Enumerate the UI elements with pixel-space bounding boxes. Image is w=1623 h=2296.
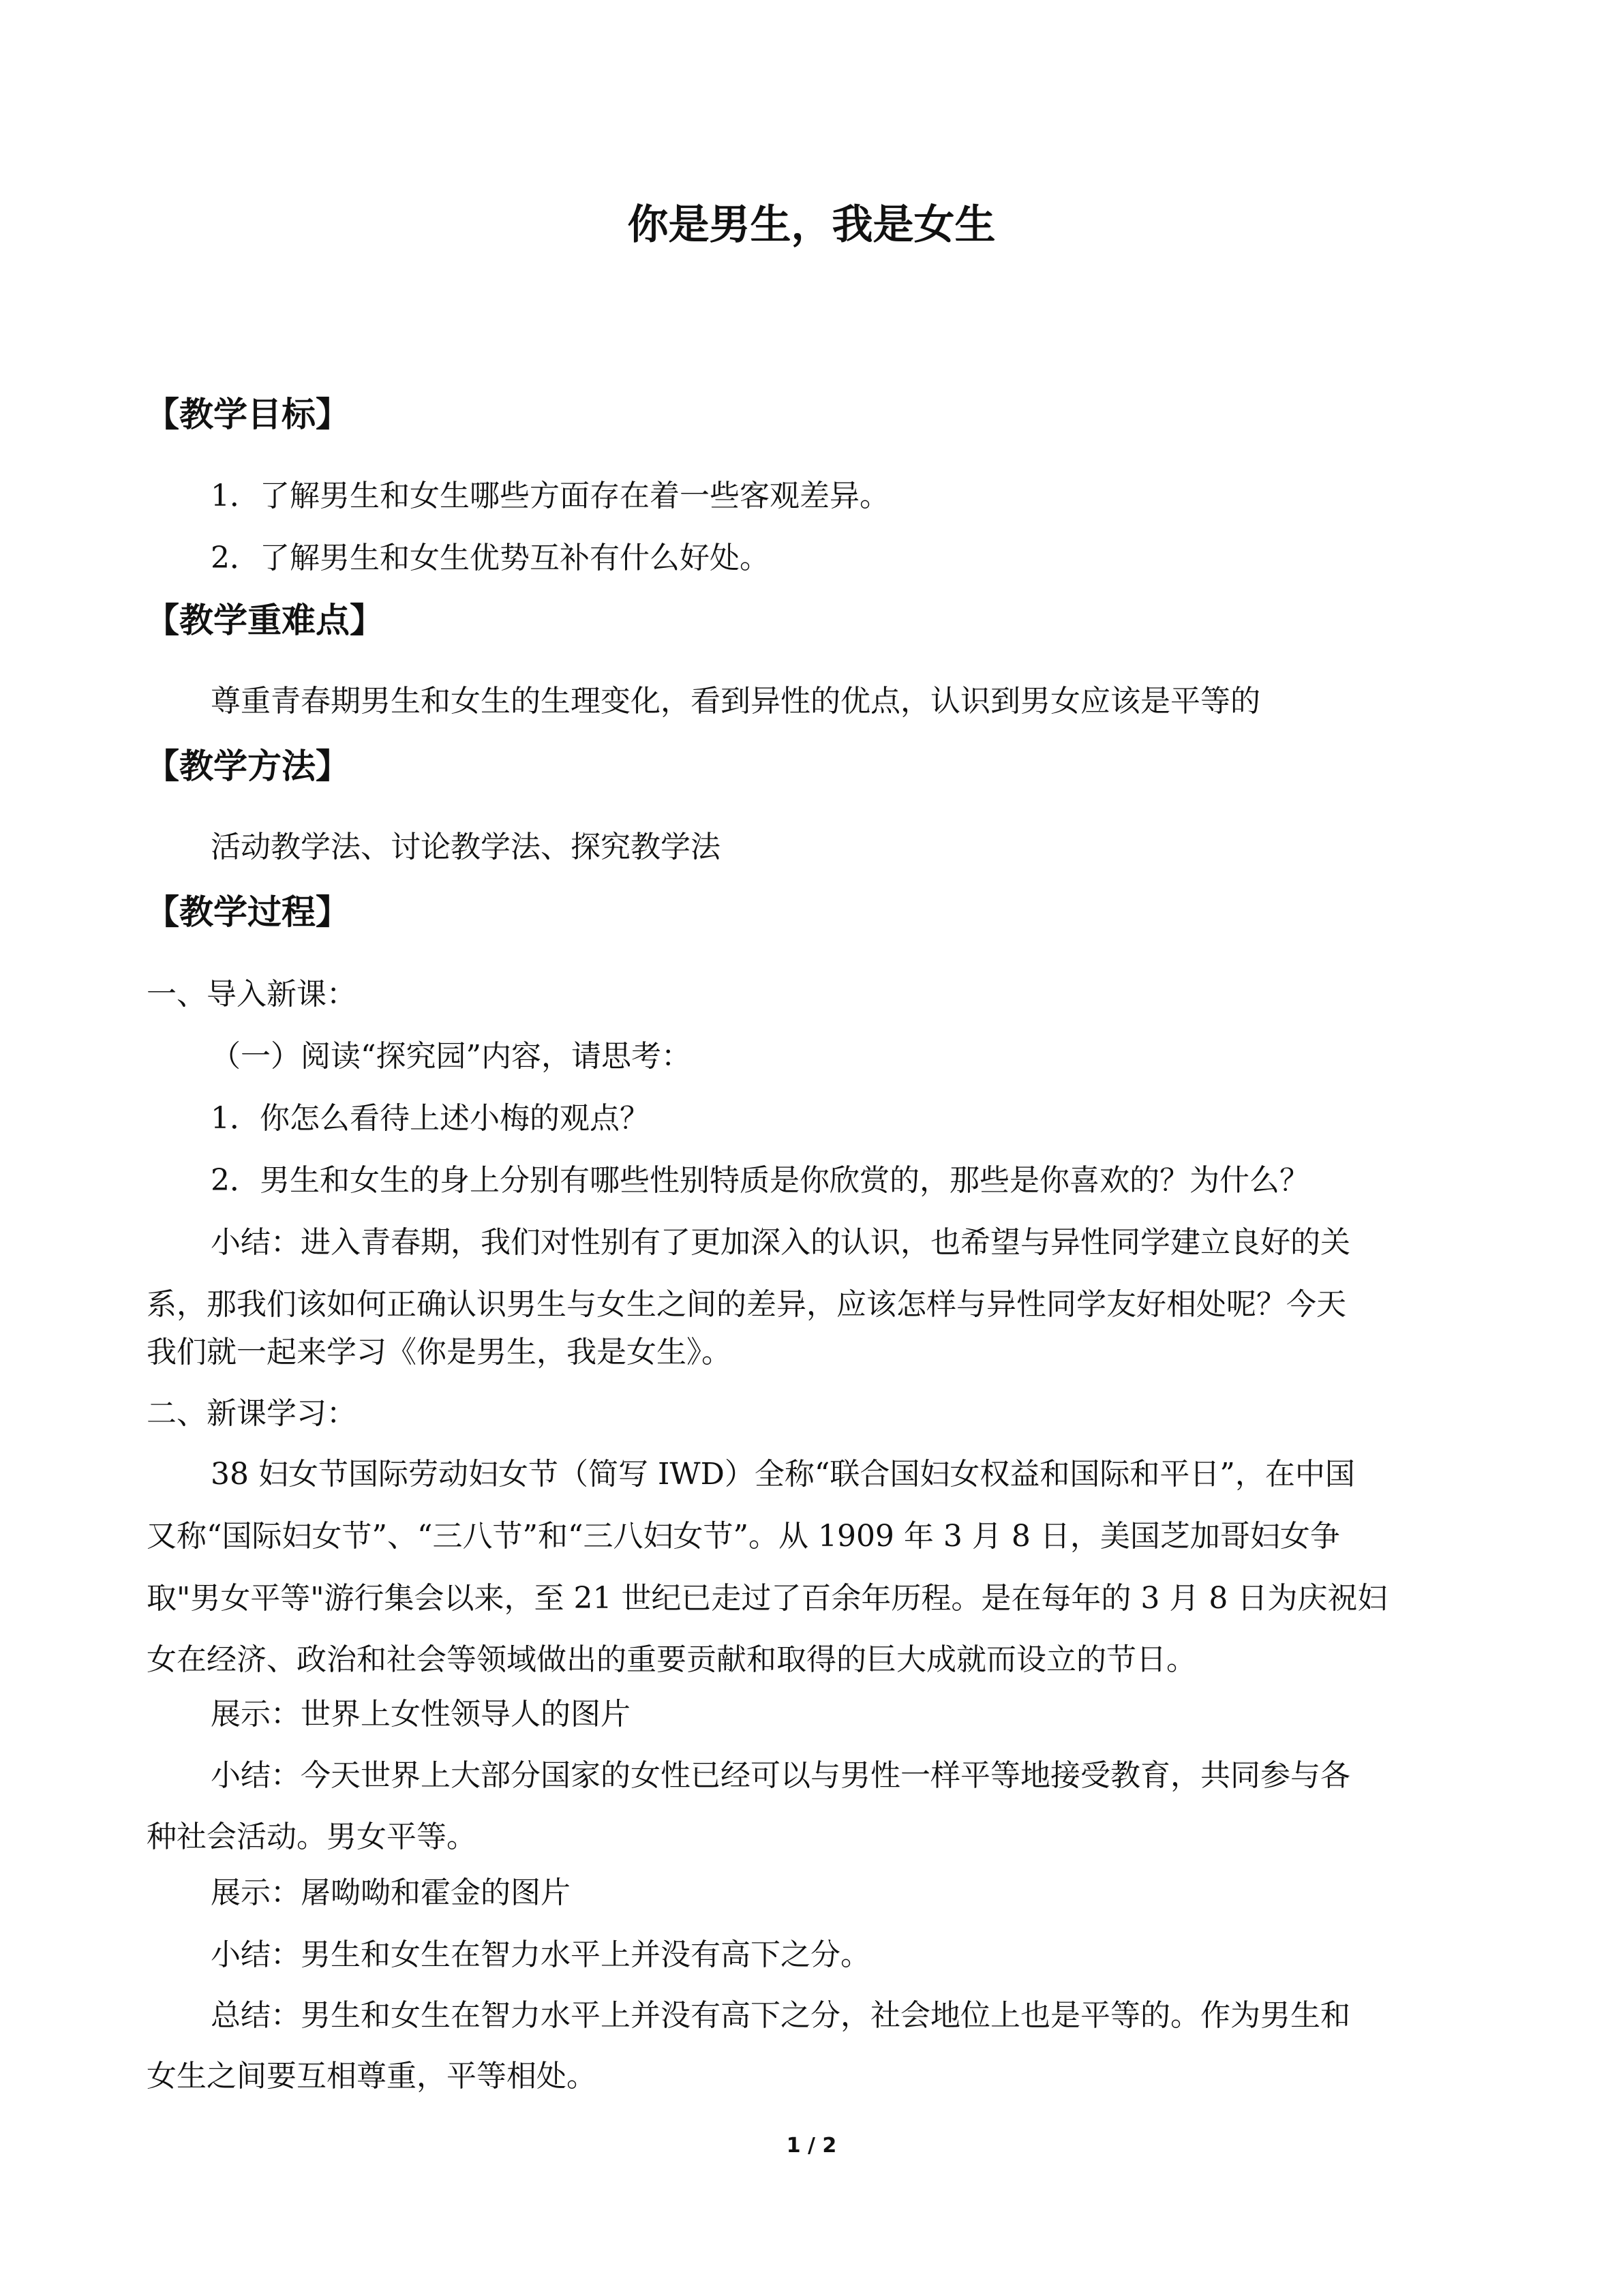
question-1: 1．你怎么看待上述小梅的观点？ bbox=[211, 1101, 650, 1136]
goal-item: 2．了解男生和女生优势互补有什么好处。 bbox=[211, 541, 770, 575]
summary-line: 小结：进入青春期，我们对性别有了更加深入的认识，也希望与异性同学建立良好的关 bbox=[211, 1225, 1350, 1260]
womens-day-line: 又称“国际妇女节”、“三八节”和“三八妇女节”。从 1909 年 3 月 8 日，美国芝加哥妇女争 bbox=[147, 1519, 1340, 1554]
part-one-label: 一、导入新课： bbox=[147, 977, 357, 1012]
question-2: 2．男生和女生的身上分别有哪些性别特质是你欣赏的，那些是你喜欢的？为什么？ bbox=[211, 1163, 1309, 1198]
summary-line: 我们就一起来学习《你是男生，我是女生》。 bbox=[147, 1335, 731, 1370]
womens-day-line: 38 妇女节国际劳动妇女节（简写 IWD）全称“联合国妇女权益和国际和平日”，在中国 bbox=[211, 1457, 1355, 1492]
summary-equality-line: 小结：今天世界上大部分国家的女性已经可以与男性一样平等地接受教育，共同参与各 bbox=[211, 1758, 1350, 1793]
summary-equality-line: 种社会活动。男女平等。 bbox=[147, 1819, 476, 1854]
heading-process: 【教学过程】 bbox=[145, 892, 350, 932]
heading-methods: 【教学方法】 bbox=[145, 746, 350, 786]
methods-text: 活动教学法、讨论教学法、探究教学法 bbox=[211, 830, 721, 864]
part-one-subheading: （一）阅读“探究园”内容，请思考： bbox=[211, 1039, 691, 1074]
part-two-label: 二、新课学习： bbox=[147, 1396, 357, 1431]
goal-item: 1．了解男生和女生哪些方面存在着一些客观差异。 bbox=[211, 479, 890, 513]
key-points-text: 尊重青春期男生和女生的生理变化，看到异性的优点，认识到男女应该是平等的 bbox=[211, 684, 1260, 719]
page-number: 1 / 2 bbox=[786, 2134, 837, 2158]
womens-day-line: 女在经济、政治和社会等领域做出的重要贡献和取得的巨大成就而设立的节日。 bbox=[147, 1642, 1196, 1677]
show-female-leaders: 展示：世界上女性领导人的图片 bbox=[211, 1697, 631, 1732]
heading-teaching-goals: 【教学目标】 bbox=[145, 394, 350, 434]
summary-line: 系，那我们该如何正确认识男生与女生之间的差异，应该怎样与异性同学友好相处呢？今天 bbox=[147, 1287, 1346, 1322]
conclusion-line: 女生之间要互相尊重，平等相处。 bbox=[147, 2059, 596, 2094]
conclusion-line: 总结：男生和女生在智力水平上并没有高下之分，社会地位上也是平等的。作为男生和 bbox=[211, 1998, 1350, 2033]
show-tu-youyou-hawking: 展示：屠呦呦和霍金的图片 bbox=[211, 1875, 571, 1910]
womens-day-line: 取"男女平等"游行集会以来，至 21 世纪已走过了百余年历程。是在每年的 3 月 8 日为庆祝妇 bbox=[147, 1581, 1388, 1616]
page-title: 你是男生，我是女生 bbox=[627, 201, 996, 249]
summary-intelligence: 小结：男生和女生在智力水平上并没有高下之分。 bbox=[211, 1937, 870, 1972]
heading-key-points: 【教学重难点】 bbox=[145, 600, 384, 640]
